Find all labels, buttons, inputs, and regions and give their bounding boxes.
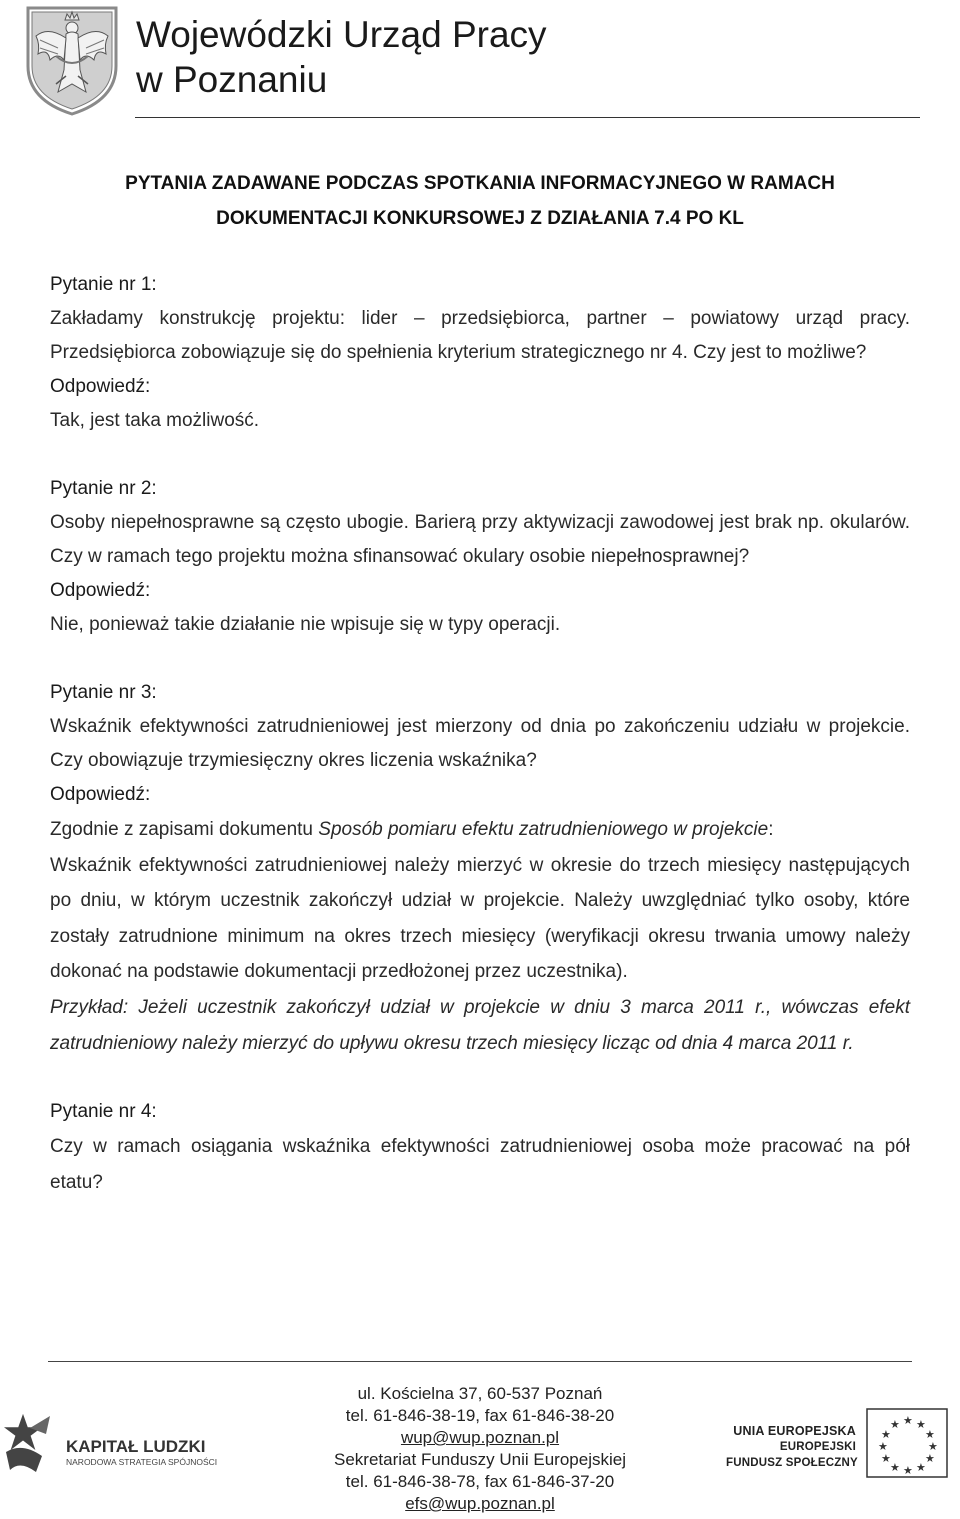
- eu-flag-icon: [866, 1408, 948, 1478]
- question-label: Pytanie nr 2:: [50, 478, 157, 499]
- answer-example: Przykład: Jeżeli uczestnik zakończył udział w projekcie w dniu 3 marca 2011 r., wówczas efekt zatrudnieniowy należy mierzyć do upływu okresu trzech miesięcy licząc od dnia 4 marca 2011 r.: [50, 996, 910, 1054]
- answer-intro: [50, 812, 910, 848]
- svg-text:★: ★: [903, 1414, 913, 1427]
- qa-item-2: [50, 472, 910, 642]
- answer-text: Tak, jest taka możliwość.: [50, 410, 260, 431]
- svg-text:★: ★: [890, 1461, 900, 1474]
- answer-text: Nie, ponieważ takie działanie nie wpisuje się w typy operacji.: [50, 614, 561, 635]
- question-text: Wskaźnik efektywności zatrudnieniowej jest mierzony od dnia po zakończeniu udziału w projekcie. Czy obowiązuje trzymiesięczny okres liczenia wskaźnika?: [50, 716, 910, 771]
- answer-intro-text: Zgodnie z zapisami dokumentu: [50, 819, 319, 840]
- svg-text:★: ★: [881, 1452, 891, 1465]
- email-link-efs[interactable]: efs@wup.poznan.pl: [405, 1494, 555, 1513]
- referenced-document-title: Sposób pomiaru efektu zatrudnieniowego w projekcie: [318, 819, 769, 840]
- svg-text:★: ★: [925, 1428, 935, 1441]
- svg-text:★: ★: [925, 1452, 935, 1465]
- email-link-wup[interactable]: wup@wup.poznan.pl: [400, 1428, 560, 1447]
- answer-body: Wskaźnik efektywności zatrudnieniowej należy mierzyć w okresie do trzech miesięcy następujących po dniu, w którym uczestnik zakończył udział w projekcie. Należy uwzględniać tylko osoby, które zostały zatrudnione minimum na okres trzech miesięcy (weryfikacji okresu trwania umowy należy dokonać na podstawie dokumentacji przedłożonej przez uczestnika).: [50, 854, 910, 983]
- eu-text-block: [726, 1423, 856, 1471]
- qa-item-1: [50, 268, 910, 438]
- header-divider: [135, 117, 920, 118]
- kl-title: KAPITAŁ LUDZKI: [66, 1437, 206, 1456]
- svg-text:★: ★: [916, 1418, 926, 1431]
- kapital-ludzki-logo-icon: [0, 1408, 240, 1480]
- question-label: Pytanie nr 3:: [50, 682, 157, 703]
- title-line2: DOKUMENTACJI KONKURSOWEJ Z DZIAŁANIA 7.4 PO KL: [216, 208, 744, 229]
- answer-label: Odpowiedź:: [50, 376, 151, 397]
- answer-intro-colon: :: [768, 819, 774, 840]
- document-title: [50, 166, 910, 236]
- eu-line2: EUROPEJSKI: [779, 1441, 856, 1453]
- question-text: Czy w ramach osiągania wskaźnika efektywności zatrudnieniowej osoba może pracować na pół etatu?: [50, 1136, 910, 1193]
- answer-label: Odpowiedź:: [50, 580, 151, 601]
- svg-text:★: ★: [890, 1418, 900, 1431]
- svg-text:★: ★: [878, 1440, 888, 1453]
- org-name-line1: Wojewódzki Urząd Pracy: [136, 14, 547, 55]
- question-text: Zakładamy konstrukcję projektu: lider – przedsiębiorca, partner – powiatowy urząd pracy. Przedsiębiorca zobowiązuje się do spełnienia kryterium strategicznego nr 4. Czy jest to możliwe?: [50, 308, 910, 363]
- phone-line-1: tel. 61-846-38-19, fax 61-846-38-20: [345, 1406, 615, 1425]
- footer-divider: [48, 1361, 912, 1362]
- svg-text:★: ★: [928, 1440, 938, 1453]
- svg-text:★: ★: [881, 1428, 891, 1441]
- svg-text:★: ★: [916, 1461, 926, 1474]
- eu-line1: UNIA EUROPEJSKA: [733, 1424, 856, 1438]
- org-name-line2: w Poznaniu: [136, 59, 328, 100]
- organization-name: [136, 12, 547, 102]
- qa-content: [50, 268, 910, 1200]
- qa-item-3: [50, 676, 910, 1061]
- phone-line-2: tel. 61-846-38-78, fax 61-846-37-20: [345, 1472, 615, 1491]
- contact-block: [260, 1383, 700, 1515]
- qa-item-4: [50, 1095, 910, 1200]
- address-line: ul. Kościelna 37, 60-537 Poznań: [357, 1384, 603, 1403]
- question-label: Pytanie nr 1:: [50, 274, 157, 295]
- wielkopolska-eagle-crest-icon: [22, 4, 122, 116]
- kl-subtitle: NARODOWA STRATEGIA SPÓJNOŚCI: [66, 1457, 218, 1467]
- question-text: Osoby niepełnosprawne są często ubogie. Barierą przy aktywizacji zawodowej jest brak np. okularów. Czy w ramach tego projektu można sfinansować okulary osobie niepełnosprawnej?: [50, 512, 910, 567]
- question-label: Pytanie nr 4:: [50, 1101, 157, 1123]
- answer-label: Odpowiedź:: [50, 784, 151, 805]
- svg-text:★: ★: [903, 1464, 913, 1477]
- secretariat-line: Sekretariat Funduszy Unii Europejskiej: [334, 1450, 626, 1469]
- title-line1: PYTANIA ZADAWANE PODCZAS SPOTKANIA INFORMACYJNEGO W RAMACH: [125, 173, 835, 194]
- eu-line3: FUNDUSZ SPOŁECZNY: [726, 1457, 858, 1469]
